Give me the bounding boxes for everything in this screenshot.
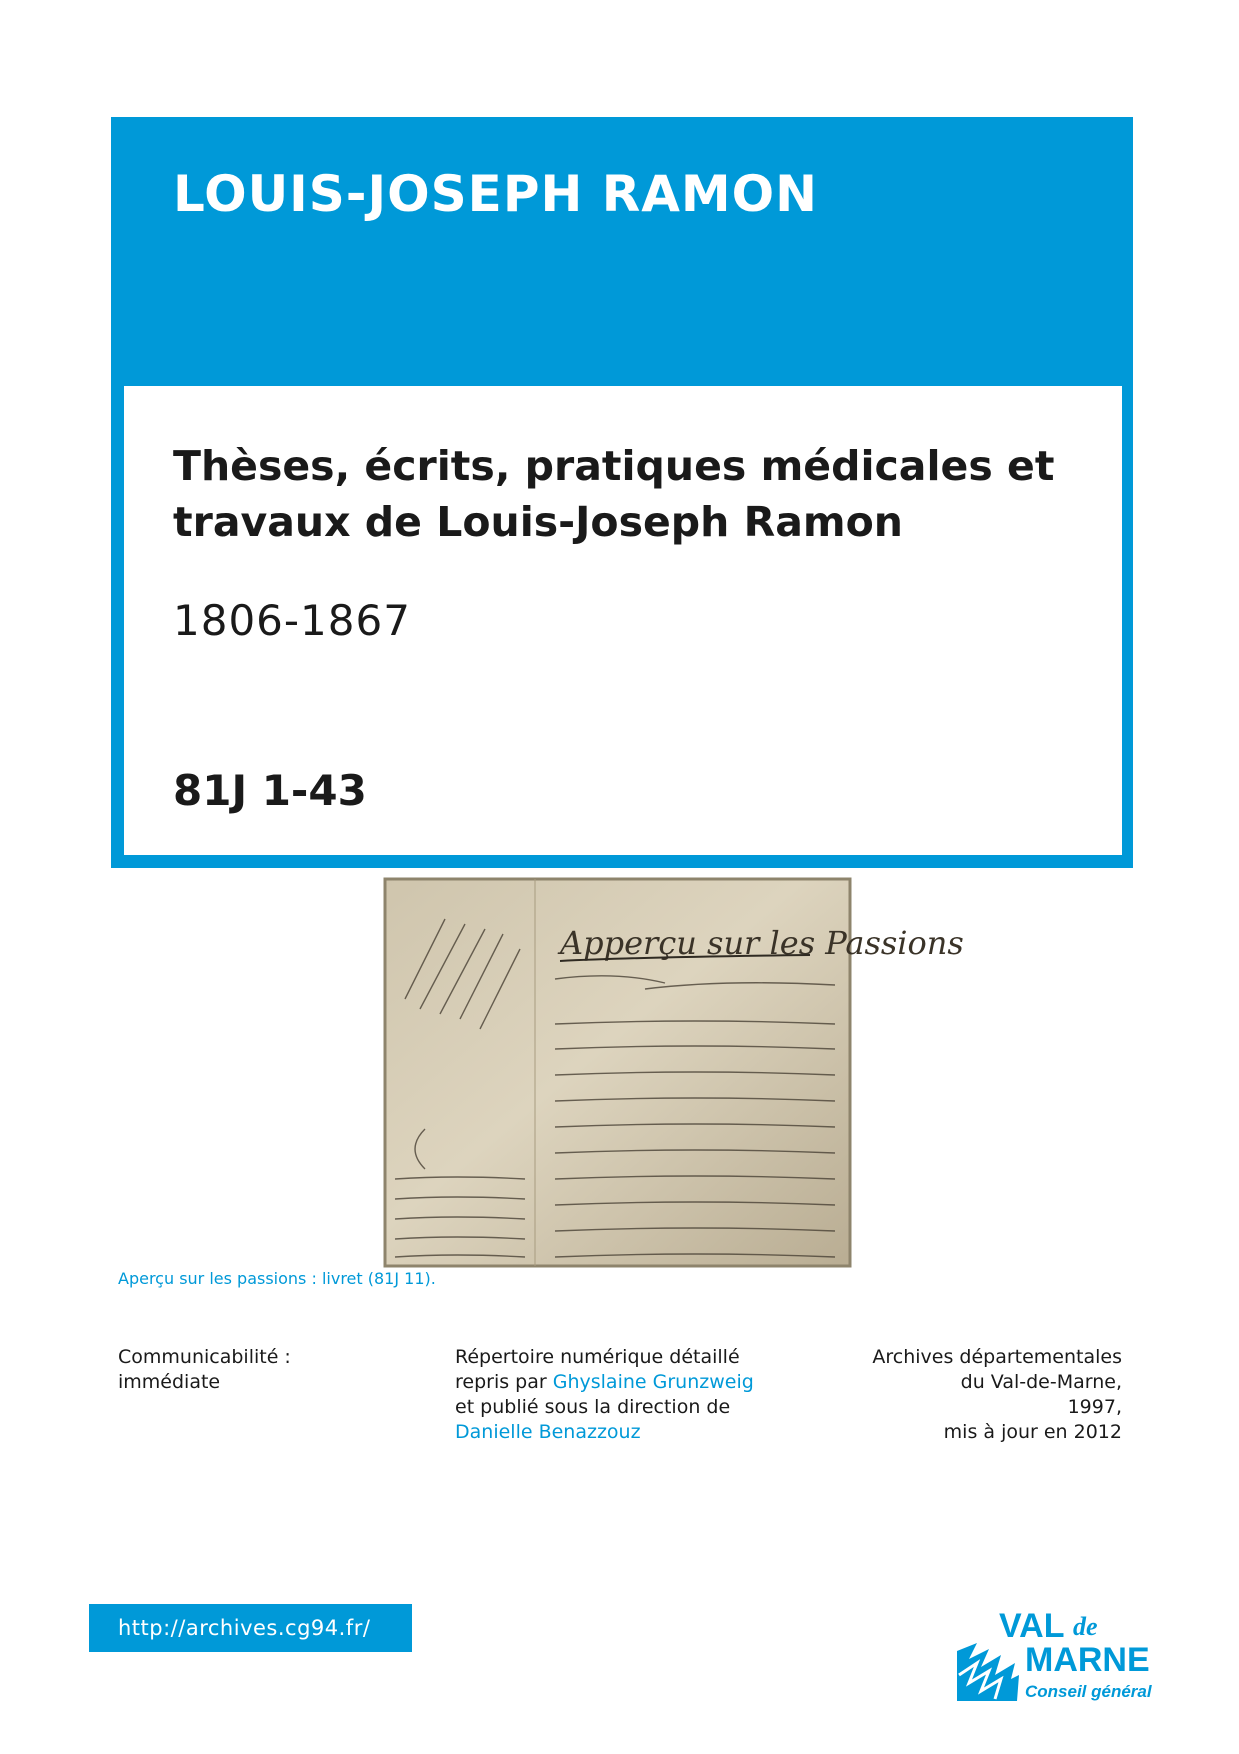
archive-reference: 81J 1-43	[173, 766, 367, 815]
document-subtitle: Thèses, écrits, pratiques médicales et travaux de Louis-Joseph Ramon	[173, 442, 1055, 546]
publisher-info: Archives départementales du Val-de-Marne, 1997, mis à jour en 2012	[872, 1346, 1122, 1443]
manuscript-heading: Apperçu sur les Passions	[560, 924, 964, 962]
communicability-note: Communicabilité : immédiate	[118, 1346, 291, 1393]
page-title: LOUIS-JOSEPH RAMON	[173, 165, 819, 223]
director-link[interactable]: Danielle Benazzouz	[455, 1421, 641, 1443]
svg-text:Conseil général: Conseil général	[1025, 1682, 1152, 1701]
website-link[interactable]: http://archives.cg94.fr/	[89, 1604, 412, 1652]
figure-caption: Aperçu sur les passions : livret (81J 11).	[118, 1269, 436, 1288]
svg-text:VAL: VAL	[999, 1607, 1065, 1645]
title-banner	[111, 117, 1133, 868]
svg-text:de: de	[1073, 1612, 1098, 1641]
author-link[interactable]: Ghyslaine Grunzweig	[552, 1371, 754, 1393]
date-range: 1806-1867	[173, 596, 411, 645]
title-panel	[124, 386, 1122, 855]
repertoire-credits: Répertoire numérique détaillé repris par Ghyslaine Grunzweig et publié sous la direction de Danielle Benazzouz	[455, 1346, 754, 1443]
manuscript-photo	[385, 879, 964, 1266]
val-de-marne-logo	[955, 1605, 1175, 1715]
svg-text:MARNE: MARNE	[1025, 1641, 1150, 1679]
